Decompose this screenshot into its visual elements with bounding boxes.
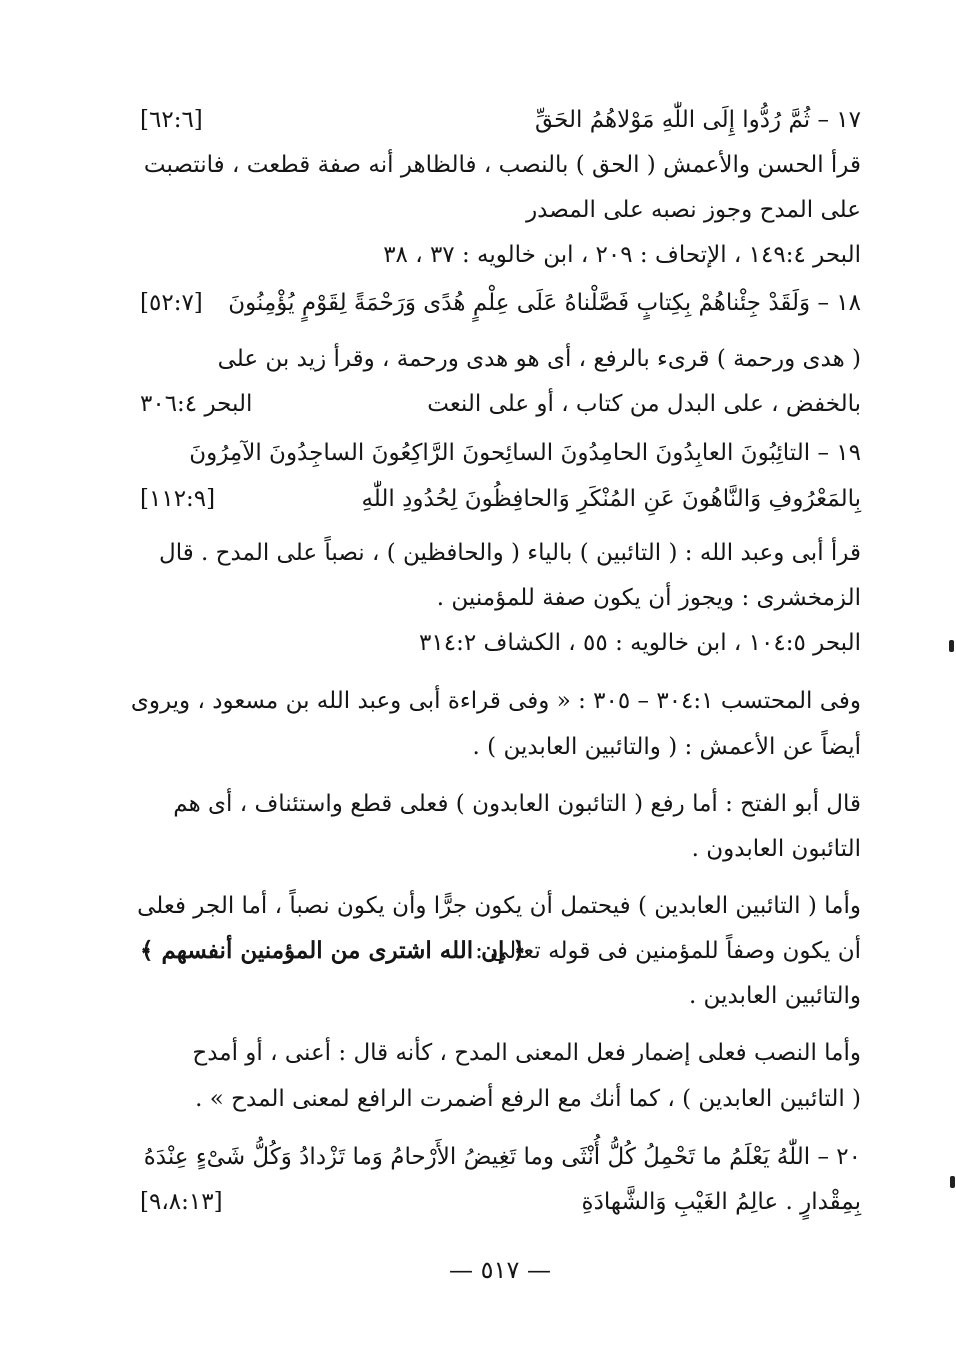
- entry-19-commentary-1: [0, 532, 956, 574]
- commentary-text: قرأ أبى وعبد الله : ( التائبين ) بالياء ( والحافظين ) ، نصباً على المدح . قال: [158, 540, 861, 566]
- quote-text: وأما ( التائبين العابدين ) فيحتمل أن يكون جرًّا وأن يكون نصباً ، أما الجر فعلى: [137, 893, 861, 919]
- entry-17-commentary-2: [0, 189, 956, 231]
- entry-19-verse-line-1: [0, 432, 956, 474]
- entry-19-verse-line-2: [0, 478, 956, 520]
- entry-19-reference: [١١٢:٩]: [140, 486, 216, 512]
- entry-19-sources: [0, 622, 956, 664]
- muhtasib-quote-5: [0, 885, 956, 927]
- entry-17-commentary-1: [0, 144, 956, 186]
- commentary-text: قرأ الحسن والأعمش ( الحق ) بالنصب ، فالظاهر أنه صفة قطعت ، فانتصبت: [143, 152, 861, 178]
- entry-18-reference: [٥٢:٧]: [140, 290, 203, 316]
- quote-text: وأما النصب فعلى إضمار فعل المعنى المدح ، كأنه قال : أعنى ، أو أمدح: [192, 1040, 861, 1066]
- entry-19-commentary-2: [0, 577, 956, 619]
- quote-text: قال أبو الفتح : أما رفع ( التائبون العابدون ) فعلى قطع واستئناف ، أى هم: [173, 791, 861, 817]
- scan-edge-mark: [949, 640, 954, 652]
- source-citation: البحر ١٠٤:٥ ، ابن خالويه : ٥٥ ، الكشاف ٣١٤:٢: [419, 630, 861, 656]
- entry-20-reference: [٩،٨:١٣]: [140, 1189, 223, 1215]
- entry-19-verse: ١٩ – التائِبُونَ العابِدُونَ الحامِدُونَ السائِحونَ الرَّاكِعُونَ الساجِدُونَ الآمِرُونَ: [189, 440, 861, 466]
- quote-text: والتائبين العابدين .: [688, 983, 861, 1009]
- entry-20-verse: ٢٠ – اللّٰهُ يَعْلَمُ ما تَحْمِلُ كُلُّ أُنْثَى وما تَغِيضُ الأَرْحامُ وَما تَزْدادُ وَكُلُّ شَىْءٍ عِنْدَهُ: [143, 1144, 861, 1170]
- page-number: — ٥١٧ —: [449, 1256, 551, 1284]
- quote-text: وفى المحتسب ٣٠٤:١ – ٣٠٥ : « وفى قراءة أبى وعبد الله بن مسعود ، ويروى: [130, 688, 861, 714]
- entry-17-sources: [0, 234, 956, 276]
- entry-19-verse: بِالمَعْرُوفِ وَالنَّاهُونَ عَنِ المُنْكَرِ وَالحافِظُونَ لِحُدُودِ اللّٰهِ: [361, 486, 861, 512]
- muhtasib-quote-9: [0, 1078, 956, 1120]
- entry-20-verse-line-2: [0, 1181, 956, 1223]
- muhtasib-quote-8: [0, 1032, 956, 1074]
- commentary-text: بالخفض ، على البدل من كتاب ، أو على النعت: [427, 391, 861, 417]
- entry-17-reference: [٦٢:٦]: [140, 107, 203, 133]
- entry-17-verse-line: [0, 99, 956, 141]
- commentary-text: الزمخشرى : ويجوز أن يكون صفة للمؤمنين .: [436, 585, 861, 611]
- quote-text: أيضاً عن الأعمش : ( والتائبين العابدين ) .: [472, 734, 861, 760]
- quote-text: أن يكون وصفاً للمؤمنين فى قوله تعالى :: [475, 938, 861, 964]
- muhtasib-quote-3: [0, 783, 956, 825]
- entry-20-verse-line-1: [0, 1136, 956, 1178]
- muhtasib-quote-1: [0, 680, 956, 722]
- entry-18-verse-line: [0, 282, 956, 324]
- muhtasib-quote-4: [0, 828, 956, 870]
- entry-18-commentary-1: [0, 338, 956, 380]
- entry-18-commentary-2: [0, 383, 956, 425]
- entry-18-verse: ١٨ – وَلَقَدْ جِئْناهُمْ بِكِتابٍ فَصَّلْناهُ عَلَى عِلْمٍ هُدًى وَرَحْمَةً لِقَوْمٍ يُؤْمِنُونَ: [228, 290, 861, 316]
- quote-text: التائبون العابدون .: [691, 836, 861, 862]
- source-citation: البحر ١٤٩:٤ ، الإتحاف : ٢٠٩ ، ابن خالويه : ٣٧ ، ٣٨: [383, 242, 861, 268]
- quran-citation: ﴿ إن الله اشترى من المؤمنين أنفسهم ﴾: [140, 937, 526, 964]
- entry-18-source: البحر ٣٠٦:٤: [140, 391, 253, 417]
- commentary-text: على المدح وجوز نصبه على المصدر: [526, 197, 861, 223]
- muhtasib-quote-2: [0, 726, 956, 768]
- commentary-text: ( هدى ورحمة ) قرىء بالرفع ، أى هو هدى ورحمة ، وقرأ زيد بن على: [217, 346, 861, 372]
- scan-edge-mark: [950, 1176, 955, 1188]
- entry-17-verse: ١٧ – ثُمَّ رُدُّوا إِلَى اللّٰهِ مَوْلاهُمُ الحَقِّ: [534, 107, 861, 133]
- entry-20-verse: بِمِقْدارٍ . عالِمُ الغَيْبِ وَالشَّهادَةِ: [581, 1189, 861, 1215]
- muhtasib-quote-6: [0, 930, 956, 972]
- muhtasib-quote-7: [0, 975, 956, 1017]
- quote-text: ( التائبين العابدين ) ، كما أنك مع الرفع أضمرت الرافع لمعنى المدح » .: [195, 1086, 861, 1112]
